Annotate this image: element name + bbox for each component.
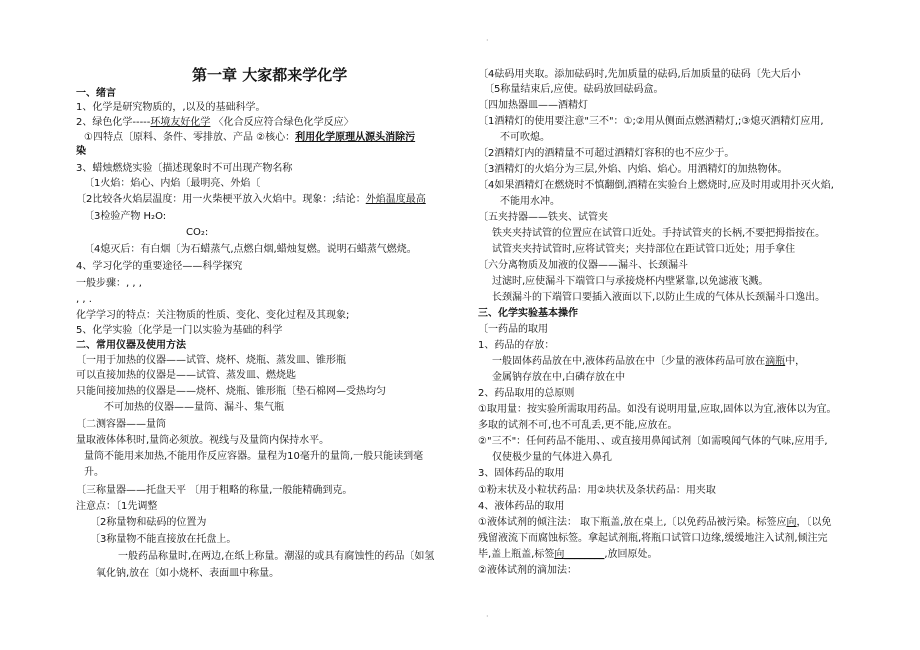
text-line: 3、固体药品的取用 (478, 468, 565, 479)
text-line: 毕,盖上瓶盖,标签向________,放回原处。 (478, 549, 658, 560)
text-line: 不可吹熄。 (500, 132, 550, 143)
text-line: 不能用水冲。 (500, 196, 560, 207)
underlined-term: 向 (786, 517, 797, 528)
text-line: ①粉末状及小粒状药品：用②块状及条状药品：用夹取 (478, 485, 716, 496)
text-line: 可以直接加热的仪器是——试管、蒸发皿、燃烧匙 (76, 370, 296, 381)
text-line: 量筒不能用来加热,不能用作反应容器。量程为10毫升的量筒,一般只能读到毫 (84, 451, 424, 462)
text-line: 〔1酒精灯的使用要注意"三不"：①;②用从侧面点燃酒精灯,;③熄灭酒精灯应用, (478, 116, 824, 127)
text-line: ①四特点〔原料、条件、零排放、产品 ②核心：利用化学原理从源头消除污 (84, 132, 416, 143)
underlined-blank: 向________ (554, 549, 605, 560)
text-line: 〔一用于加热的仪器——试管、烧杯、烧瓶、蒸发皿、锥形瓶 (76, 355, 346, 366)
text-line: 〔三称量器——托盘天平 〔用于粗略的称量,一般能精确到克。 (76, 485, 353, 496)
text-line: 升。 (84, 467, 104, 478)
text-line: 化学学习的特点：关注物质的性质、变化、变化过程及其现象; (76, 310, 350, 321)
text-line: 不可加热的仪器——量筒、漏斗、集气瓶 (104, 402, 284, 413)
text-line: ②"三不"：任何药品不能用、、或直接用鼻闻试剂〔如需嗅闻气体的气味,应用手, (478, 436, 828, 447)
text-line: ①取用量：按实验所需取用药品。如没有说明用量,应取,固体以为宜,液体以为宜。 (478, 404, 837, 415)
text-line: 〔3酒精灯的火焰分为三层,外焰、内焰、焰心。用酒精灯的加热物体。 (478, 164, 788, 175)
page-mark-bottom: · (486, 612, 489, 621)
section-heading-1: 一、绪言 (76, 88, 116, 99)
text-line: 长颈漏斗的下端管口要插入液面以下,以防止生成的气体从长颈漏斗口逸出。 (492, 292, 826, 303)
text-line: 3、蜡烛燃烧实验〔描述现象时不可出现产物名称 (76, 163, 293, 174)
text-line: 试管夹夹持试管时,应将试管夹；夹持部位在距试管口近处；用手拿住 (492, 244, 796, 255)
section-heading-3: 三、化学实验基本操作 (478, 308, 578, 319)
text-line: 〔3称量物不能直接放在托盘上。 (90, 534, 237, 545)
text-line: CO₂: (186, 227, 209, 238)
text-line: 4、液体药品的取用 (478, 501, 565, 512)
text-line: 〔5称量结束后,应使。砝码放回砝码盒。 (484, 84, 664, 95)
text-line: 4、学习化学的重要途径——科学探究 (76, 261, 243, 272)
text-line: 〔2酒精灯内的酒精量不可超过酒精灯容积的也不应少于。 (478, 148, 735, 159)
page-mark-top: · (486, 36, 489, 45)
underlined-term: 环境友好化学 (150, 117, 211, 128)
text-line: 〔2称量物和砝码的位置为 (90, 517, 207, 528)
text-line: ②液体试剂的滴加法： (478, 565, 577, 576)
text-line: 金属钠存放在中,白磷存放在中 (492, 372, 626, 383)
text-line: 量取液体体积时,量筒必须放。视线与及量筒内保持水平。 (76, 435, 330, 446)
text-line: ①液体试剂的倾注法： 取下瓶盖,放在桌上,〔以免药品被污染。标签应向，〔以免 (478, 517, 832, 528)
text-line: 只能间接加热的仪器是——烧杯、烧瓶、锥形瓶〔垫石棉网—受热均匀 (76, 386, 386, 397)
text-line: 残留液流下而腐蚀标签。拿起试剂瓶,将瓶口试管口边缘,缓缓地注入试剂,倾注完 (478, 533, 828, 544)
underlined-term: 外焰温度最高 (365, 194, 426, 205)
text-line: 〔4如果酒精灯在燃烧时不慎翻倒,酒精在实验台上燃烧时,应及时用或用扑灭火焰, (478, 180, 834, 191)
text-line: 一般药品称量时,在两边,在纸上称量。潮湿的或具有腐蚀性的药品〔如氢 (118, 551, 435, 562)
text-line: 仅使极少量的气体进入鼻孔 (492, 452, 612, 463)
text-line: 过滤时,应使漏斗下端管口与承接烧杯内壁紧靠,以免滤液飞溅。 (492, 276, 769, 287)
text-line: 多取的试剂不可,也不可乱丢,更不能,应放在。 (478, 420, 678, 431)
text-line: 1、化学是研究物质的，,以及的基础科学。 (76, 102, 266, 113)
text-line: 〔1火焰：焰心、内焰〔最明亮、外焰〔 (84, 178, 261, 189)
text-line: 2、药品取用的总原则 (478, 388, 575, 399)
text-line: 〔2比较各火焰层温度：用一火柴梗平放入火焰中。现象：;结论：外焰温度最高 (76, 194, 426, 205)
text-line: 一般步骤：, , , (76, 278, 142, 289)
text-line: 〔四加热器皿——酒精灯 (478, 100, 588, 111)
text-line: 2、绿色化学-----环境友好化学 〈化合反应符合绿色化学反应〉 (76, 117, 354, 128)
text-line: 注意点：〔1先调整 (76, 501, 158, 512)
text-line: 1、药品的存放： (478, 340, 555, 351)
text-line: 氧化钠,放在〔如小烧杯、表面皿中称量。 (96, 568, 280, 579)
underlined-term: 滴瓶 (765, 356, 786, 367)
text-line: 〔二测容器——量筒 (76, 419, 166, 430)
chapter-title: 第一章 大家都来学化学 (192, 66, 348, 84)
text-line: 〔一药品的取用 (478, 324, 548, 335)
text-line: 〔3检验产物 H₂O: (84, 211, 167, 222)
text-line: 一般固体药品放在中,液体药品放在中〔少量的液体药品可放在滴瓶中， (492, 356, 806, 367)
text-line: 〔五夹持器——铁夹、试管夹 (478, 212, 608, 223)
text-line: , , . (76, 294, 92, 305)
text-line: 5、化学实验〔化学是一门以实验为基础的科学 (76, 325, 283, 336)
text-line: 染 (76, 146, 86, 157)
section-heading-2: 二、常用仪器及使用方法 (76, 340, 186, 351)
text-line: 〔六分离物质及加液的仪器——漏斗、长颈漏斗 (478, 260, 688, 271)
text-line: 〔4砝码用夹取。添加砝码时,先加质量的砝码,后加质量的砝码〔先大后小 (478, 69, 801, 80)
bold-underlined-term: 利用化学原理从源头消除污 (295, 132, 416, 143)
text-line: 铁夹夹持试管的位置应在试管口近处。手持试管夹的长柄,不要把拇指按在。 (492, 228, 826, 239)
text-line: 〔4熄灭后：有白烟〔为石蜡蒸气,点燃白烟,蜡烛复燃。说明石蜡蒸气燃烧。 (84, 244, 417, 255)
